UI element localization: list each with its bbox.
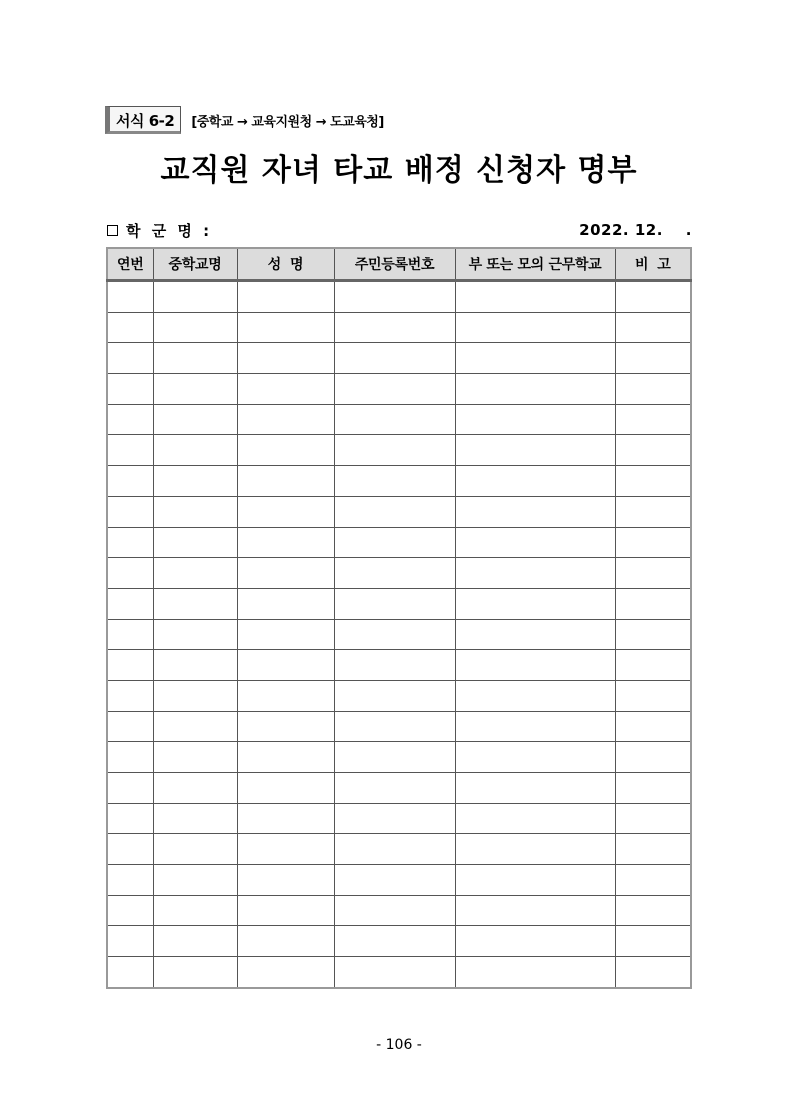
table-cell[interactable] [615, 711, 691, 742]
table-cell[interactable] [107, 711, 153, 742]
table-cell[interactable] [334, 496, 455, 527]
table-cell[interactable] [334, 834, 455, 865]
table-cell[interactable] [153, 343, 237, 374]
roster-table [106, 247, 692, 989]
table-cell[interactable] [615, 742, 691, 773]
table-cell[interactable] [107, 619, 153, 650]
form-number-badge: 서식 6-2 [105, 106, 181, 134]
table-cell[interactable] [334, 803, 455, 834]
page-title: 교직원 자녀 타교 배정 신청자 명부 [160, 153, 638, 188]
table-cell[interactable] [107, 895, 153, 926]
meta-row [107, 218, 692, 242]
table-cell[interactable] [153, 895, 237, 926]
table-cell[interactable] [455, 496, 615, 527]
table-cell[interactable] [153, 558, 237, 589]
table-cell[interactable] [153, 957, 237, 988]
table-cell[interactable] [237, 435, 334, 466]
table-cell[interactable] [455, 711, 615, 742]
table-row [107, 773, 691, 804]
form-tag [105, 105, 384, 135]
column-header-parent-school: 부 또는 모의 근무학교 [455, 248, 615, 281]
table-cell[interactable] [237, 650, 334, 681]
table-row [107, 834, 691, 865]
table-cell[interactable] [237, 374, 334, 405]
table-cell[interactable] [237, 404, 334, 435]
table-cell[interactable] [455, 926, 615, 957]
table-cell[interactable] [153, 711, 237, 742]
table-cell[interactable] [153, 588, 237, 619]
table-row [107, 312, 691, 343]
table-cell[interactable] [334, 711, 455, 742]
table-cell[interactable] [615, 404, 691, 435]
table-cell[interactable] [455, 957, 615, 988]
table-cell[interactable] [237, 680, 334, 711]
table-cell[interactable] [455, 527, 615, 558]
table-cell[interactable] [107, 680, 153, 711]
table-cell[interactable] [334, 527, 455, 558]
table-cell[interactable] [153, 650, 237, 681]
table-cell[interactable] [334, 558, 455, 589]
table-cell[interactable] [107, 957, 153, 988]
table-cell[interactable] [455, 466, 615, 497]
table-cell[interactable] [237, 834, 334, 865]
table-row [107, 957, 691, 988]
table-cell[interactable] [334, 466, 455, 497]
table-cell[interactable] [455, 588, 615, 619]
table-cell[interactable] [107, 435, 153, 466]
table-cell[interactable] [455, 281, 615, 313]
table-cell[interactable] [615, 680, 691, 711]
table-cell[interactable] [237, 619, 334, 650]
table-cell[interactable] [615, 650, 691, 681]
table-cell[interactable] [153, 466, 237, 497]
table-cell[interactable] [334, 619, 455, 650]
table-cell[interactable] [237, 588, 334, 619]
table-cell[interactable] [455, 895, 615, 926]
table-cell[interactable] [237, 281, 334, 313]
table-cell[interactable] [107, 404, 153, 435]
table-cell[interactable] [237, 496, 334, 527]
table-cell[interactable] [107, 773, 153, 804]
table-cell[interactable] [334, 865, 455, 896]
table-cell[interactable] [237, 711, 334, 742]
table-cell[interactable] [334, 404, 455, 435]
table-cell[interactable] [615, 374, 691, 405]
table-cell[interactable] [107, 834, 153, 865]
column-header-school: 중학교명 [153, 248, 237, 281]
table-cell[interactable] [237, 803, 334, 834]
table-cell[interactable] [615, 773, 691, 804]
table-cell[interactable] [455, 834, 615, 865]
table-cell[interactable] [615, 527, 691, 558]
table-cell[interactable] [615, 803, 691, 834]
table-cell[interactable] [107, 588, 153, 619]
table-cell[interactable] [153, 742, 237, 773]
table-cell[interactable] [455, 374, 615, 405]
table-cell[interactable] [153, 374, 237, 405]
table-cell[interactable] [153, 496, 237, 527]
table-cell[interactable] [334, 281, 455, 313]
table-cell[interactable] [334, 680, 455, 711]
table-cell[interactable] [455, 680, 615, 711]
table-cell[interactable] [455, 650, 615, 681]
table-cell[interactable] [455, 619, 615, 650]
table-cell[interactable] [615, 343, 691, 374]
school-group-field [107, 220, 212, 241]
table-cell[interactable] [237, 558, 334, 589]
table-row [107, 711, 691, 742]
table-cell[interactable] [107, 865, 153, 896]
table-row [107, 588, 691, 619]
table-cell[interactable] [237, 926, 334, 957]
table-cell[interactable] [334, 742, 455, 773]
table-cell[interactable] [237, 895, 334, 926]
table-cell[interactable] [334, 588, 455, 619]
table-row [107, 435, 691, 466]
roster-body [107, 281, 691, 988]
table-cell[interactable] [455, 865, 615, 896]
page-number: - 106 - [376, 1037, 422, 1053]
column-header-remarks: 비 고 [615, 248, 691, 281]
table-cell[interactable] [334, 343, 455, 374]
table-row [107, 926, 691, 957]
table-cell[interactable] [237, 312, 334, 343]
table-cell[interactable] [455, 404, 615, 435]
table-row [107, 374, 691, 405]
table-cell[interactable] [153, 834, 237, 865]
table-cell[interactable] [107, 650, 153, 681]
table-cell[interactable] [153, 435, 237, 466]
table-cell[interactable] [615, 466, 691, 497]
table-cell[interactable] [107, 312, 153, 343]
date-field: 2022. 12. . [579, 221, 692, 239]
table-cell[interactable] [615, 895, 691, 926]
table-cell[interactable] [334, 435, 455, 466]
column-header-resident-id: 주민등록번호 [334, 248, 455, 281]
table-cell[interactable] [334, 957, 455, 988]
table-cell[interactable] [615, 435, 691, 466]
table-cell[interactable] [615, 926, 691, 957]
table-cell[interactable] [153, 527, 237, 558]
table-cell[interactable] [615, 558, 691, 589]
table-row [107, 466, 691, 497]
table-cell[interactable] [153, 312, 237, 343]
table-cell[interactable] [615, 496, 691, 527]
table-cell[interactable] [455, 312, 615, 343]
table-cell[interactable] [237, 957, 334, 988]
table-cell[interactable] [455, 773, 615, 804]
table-cell[interactable] [237, 865, 334, 896]
table-row [107, 527, 691, 558]
table-cell[interactable] [615, 865, 691, 896]
table-cell[interactable] [455, 343, 615, 374]
table-cell[interactable] [153, 773, 237, 804]
table-row [107, 650, 691, 681]
table-cell[interactable] [107, 926, 153, 957]
table-row [107, 558, 691, 589]
table-cell[interactable] [153, 619, 237, 650]
table-cell[interactable] [334, 312, 455, 343]
table-cell[interactable] [107, 496, 153, 527]
table-row [107, 404, 691, 435]
school-group-label: 학 군 명 : [126, 221, 213, 240]
column-header-number: 연번 [107, 248, 153, 281]
table-cell[interactable] [107, 466, 153, 497]
table-cell[interactable] [615, 588, 691, 619]
table-row [107, 343, 691, 374]
table-cell[interactable] [237, 343, 334, 374]
checkbox-square-icon [107, 225, 118, 236]
table-row [107, 895, 691, 926]
table-row [107, 742, 691, 773]
table-cell[interactable] [153, 680, 237, 711]
table-cell[interactable] [615, 312, 691, 343]
table-cell[interactable] [107, 527, 153, 558]
table-cell[interactable] [237, 466, 334, 497]
table-cell[interactable] [334, 773, 455, 804]
table-cell[interactable] [107, 374, 153, 405]
table-cell[interactable] [107, 803, 153, 834]
table-cell[interactable] [107, 343, 153, 374]
table-cell[interactable] [153, 865, 237, 896]
table-cell[interactable] [153, 404, 237, 435]
table-cell[interactable] [153, 281, 237, 313]
column-header-name: 성 명 [237, 248, 334, 281]
table-row [107, 496, 691, 527]
table-cell[interactable] [237, 527, 334, 558]
table-cell[interactable] [107, 742, 153, 773]
table-cell[interactable] [107, 558, 153, 589]
submission-route: [중학교 → 교육지원청 → 도교육청] [191, 114, 384, 130]
table-cell[interactable] [153, 926, 237, 957]
table-cell[interactable] [334, 374, 455, 405]
table-cell[interactable] [237, 742, 334, 773]
table-cell[interactable] [334, 895, 455, 926]
table-cell[interactable] [107, 281, 153, 313]
table-row [107, 865, 691, 896]
table-cell[interactable] [615, 957, 691, 988]
table-cell[interactable] [455, 435, 615, 466]
table-cell[interactable] [455, 742, 615, 773]
table-cell[interactable] [615, 281, 691, 313]
table-cell[interactable] [615, 619, 691, 650]
table-row [107, 680, 691, 711]
table-header-row [107, 248, 691, 281]
table-cell[interactable] [153, 803, 237, 834]
table-cell[interactable] [237, 773, 334, 804]
table-row [107, 619, 691, 650]
table-row [107, 281, 691, 313]
table-row [107, 803, 691, 834]
table-cell[interactable] [615, 834, 691, 865]
table-cell[interactable] [455, 803, 615, 834]
table-cell[interactable] [334, 926, 455, 957]
table-cell[interactable] [455, 558, 615, 589]
table-cell[interactable] [334, 650, 455, 681]
